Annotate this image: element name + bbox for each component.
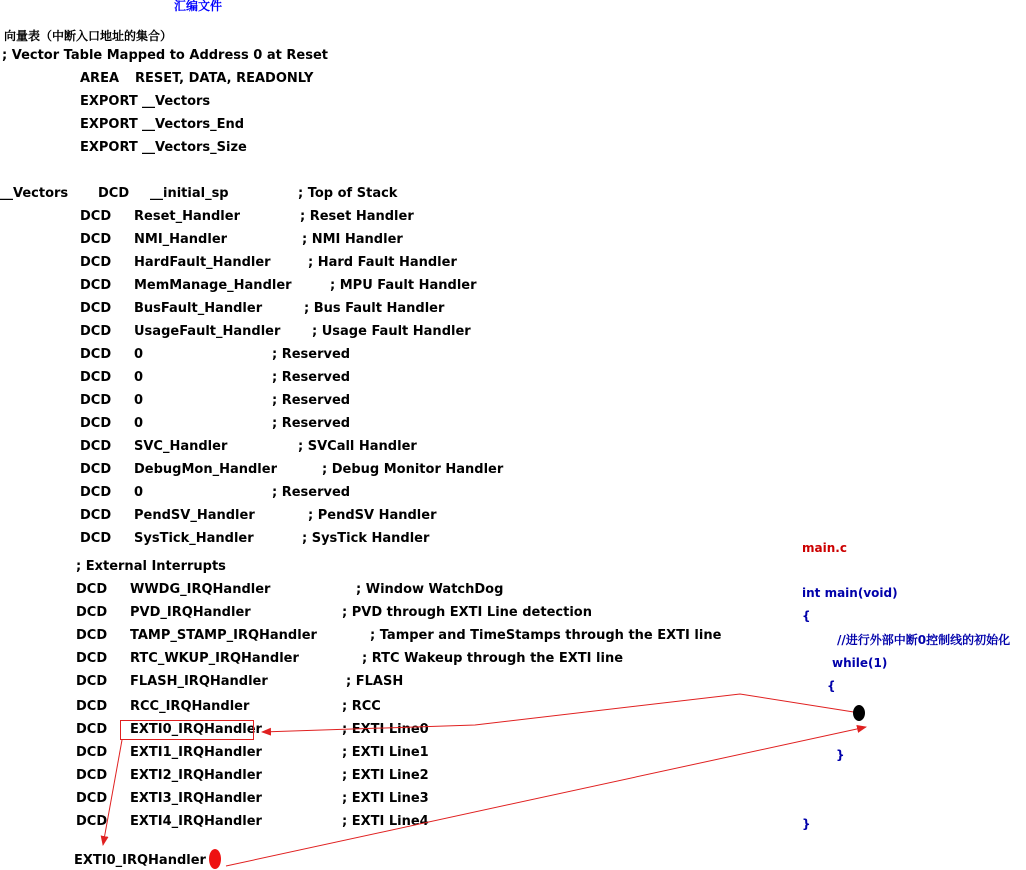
vector-symbol: 0 bbox=[134, 347, 144, 362]
vector-comment: ; EXTI Line4 bbox=[342, 814, 429, 829]
dcd-op: DCD bbox=[80, 531, 112, 546]
export-value: __Vectors bbox=[142, 94, 211, 109]
vector-comment: ; RTC Wakeup through the EXTI line bbox=[362, 651, 624, 666]
vector-symbol: 0 bbox=[134, 485, 144, 500]
dcd-op: DCD bbox=[76, 699, 108, 714]
vector-comment: ; EXTI Line0 bbox=[342, 722, 429, 737]
vector-symbol-highlighted: EXTI0_IRQHandler bbox=[130, 722, 262, 737]
vector-symbol: DebugMon_Handler bbox=[134, 462, 277, 477]
vector-comment: ; Reserved bbox=[272, 347, 351, 362]
vector-comment: ; Debug Monitor Handler bbox=[322, 462, 504, 477]
dcd-op: DCD bbox=[76, 814, 108, 829]
vector-table-comment: ; Vector Table Mapped to Address 0 at Reset bbox=[2, 48, 328, 63]
vector-symbol: TAMP_STAMP_IRQHandler bbox=[130, 628, 317, 643]
section-heading: 向量表（中断入口地址的集合） bbox=[4, 29, 173, 43]
dcd-op: DCD bbox=[76, 745, 108, 760]
vector-symbol: SysTick_Handler bbox=[134, 531, 254, 546]
export-value: __Vectors_Size bbox=[142, 140, 247, 155]
dcd-op: DCD bbox=[80, 347, 112, 362]
while-open-brace: { bbox=[827, 679, 836, 693]
vector-comment: ; EXTI Line3 bbox=[342, 791, 429, 806]
dcd-op: DCD bbox=[76, 768, 108, 783]
external-interrupts-comment: ; External Interrupts bbox=[76, 559, 226, 574]
vector-symbol: RTC_WKUP_IRQHandler bbox=[130, 651, 299, 666]
area-value: RESET, DATA, READONLY bbox=[135, 71, 314, 86]
vector-symbol: EXTI1_IRQHandler bbox=[130, 745, 262, 760]
vector-comment: ; FLASH bbox=[346, 674, 404, 689]
dcd-op: DCD bbox=[76, 791, 108, 806]
vectors-label: __Vectors bbox=[0, 186, 69, 201]
dcd-op: DCD bbox=[76, 651, 108, 666]
execution-point-marker bbox=[853, 705, 865, 721]
vector-comment: ; Reset Handler bbox=[300, 209, 414, 224]
vector-comment: ; EXTI Line2 bbox=[342, 768, 429, 783]
area-keyword: AREA bbox=[80, 71, 120, 86]
vector-comment: ; Usage Fault Handler bbox=[312, 324, 471, 339]
vector-comment: ; Reserved bbox=[272, 485, 351, 500]
vector-symbol: SVC_Handler bbox=[134, 439, 228, 454]
handler-marker bbox=[209, 849, 221, 869]
dcd-op: DCD bbox=[80, 439, 112, 454]
vector-comment: ; Hard Fault Handler bbox=[308, 255, 457, 270]
vector-symbol: BusFault_Handler bbox=[134, 301, 263, 316]
vector-symbol: MemManage_Handler bbox=[134, 278, 292, 293]
export-keyword: EXPORT bbox=[80, 94, 138, 109]
vector-symbol: 0 bbox=[134, 370, 144, 385]
vector-symbol: EXTI2_IRQHandler bbox=[130, 768, 262, 783]
dcd-op: DCD bbox=[80, 416, 112, 431]
dcd-op: DCD bbox=[80, 278, 112, 293]
vector-symbol: UsageFault_Handler bbox=[134, 324, 281, 339]
vector-comment: ; Bus Fault Handler bbox=[304, 301, 445, 316]
vector-symbol: __initial_sp bbox=[150, 186, 229, 201]
vector-comment: ; SysTick Handler bbox=[302, 531, 430, 546]
vector-comment: ; PVD through EXTI Line detection bbox=[342, 605, 592, 620]
handler-return-arrow bbox=[226, 727, 866, 866]
vector-comment: ; NMI Handler bbox=[302, 232, 403, 247]
main-init-comment: //进行外部中断0控制线的初始化 bbox=[837, 633, 1011, 647]
export-keyword: EXPORT bbox=[80, 117, 138, 132]
dcd-op: DCD bbox=[76, 605, 108, 620]
interrupt-arrow-to-vector bbox=[262, 694, 860, 732]
vector-symbol: Reset_Handler bbox=[134, 209, 240, 224]
dcd-op: DCD bbox=[76, 582, 108, 597]
dcd-op: DCD bbox=[98, 186, 130, 201]
main-c-filename: main.c bbox=[802, 541, 847, 555]
while-close-brace: } bbox=[836, 748, 845, 762]
dcd-op: DCD bbox=[76, 628, 108, 643]
dcd-op: DCD bbox=[80, 508, 112, 523]
export-value: __Vectors_End bbox=[142, 117, 245, 132]
main-while-loop: while(1) bbox=[832, 656, 888, 670]
vector-comment: ; Window WatchDog bbox=[356, 582, 504, 597]
dcd-op: DCD bbox=[76, 674, 108, 689]
vector-comment: ; MPU Fault Handler bbox=[330, 278, 477, 293]
vector-symbol: PVD_IRQHandler bbox=[130, 605, 251, 620]
dcd-op: DCD bbox=[80, 370, 112, 385]
vector-comment: ; Reserved bbox=[272, 370, 351, 385]
vector-symbol: NMI_Handler bbox=[134, 232, 228, 247]
dcd-op: DCD bbox=[80, 232, 112, 247]
dcd-op: DCD bbox=[80, 301, 112, 316]
vector-symbol: WWDG_IRQHandler bbox=[130, 582, 271, 597]
vector-comment: ; RCC bbox=[342, 699, 381, 714]
export-keyword: EXPORT bbox=[80, 140, 138, 155]
vector-symbol: 0 bbox=[134, 393, 144, 408]
vector-comment: ; EXTI Line1 bbox=[342, 745, 429, 760]
dcd-op: DCD bbox=[80, 209, 112, 224]
dcd-op: DCD bbox=[80, 324, 112, 339]
vector-to-handler-arrow bbox=[103, 740, 122, 845]
vector-symbol: EXTI4_IRQHandler bbox=[130, 814, 262, 829]
vector-comment: ; PendSV Handler bbox=[308, 508, 437, 523]
main-open-brace: { bbox=[802, 609, 811, 623]
main-signature: int main(void) bbox=[802, 586, 898, 600]
vector-comment: ; Tamper and TimeStamps through the EXTI line bbox=[370, 628, 722, 643]
main-close-brace: } bbox=[802, 817, 811, 831]
dcd-op: DCD bbox=[80, 255, 112, 270]
dcd-op: DCD bbox=[80, 462, 112, 477]
exti0-handler-label: EXTI0_IRQHandler bbox=[74, 853, 206, 868]
dcd-op: DCD bbox=[80, 485, 112, 500]
vector-symbol: RCC_IRQHandler bbox=[130, 699, 250, 714]
vector-symbol: FLASH_IRQHandler bbox=[130, 674, 268, 689]
dcd-op: DCD bbox=[80, 393, 112, 408]
vector-comment: ; Top of Stack bbox=[298, 186, 398, 201]
page-title: 汇编文件 bbox=[174, 0, 223, 13]
vector-symbol: 0 bbox=[134, 416, 144, 431]
vector-comment: ; Reserved bbox=[272, 393, 351, 408]
dcd-op: DCD bbox=[76, 722, 108, 737]
vector-symbol: EXTI3_IRQHandler bbox=[130, 791, 262, 806]
vector-comment: ; Reserved bbox=[272, 416, 351, 431]
vector-comment: ; SVCall Handler bbox=[298, 439, 417, 454]
vector-symbol: PendSV_Handler bbox=[134, 508, 255, 523]
vector-symbol: HardFault_Handler bbox=[134, 255, 271, 270]
